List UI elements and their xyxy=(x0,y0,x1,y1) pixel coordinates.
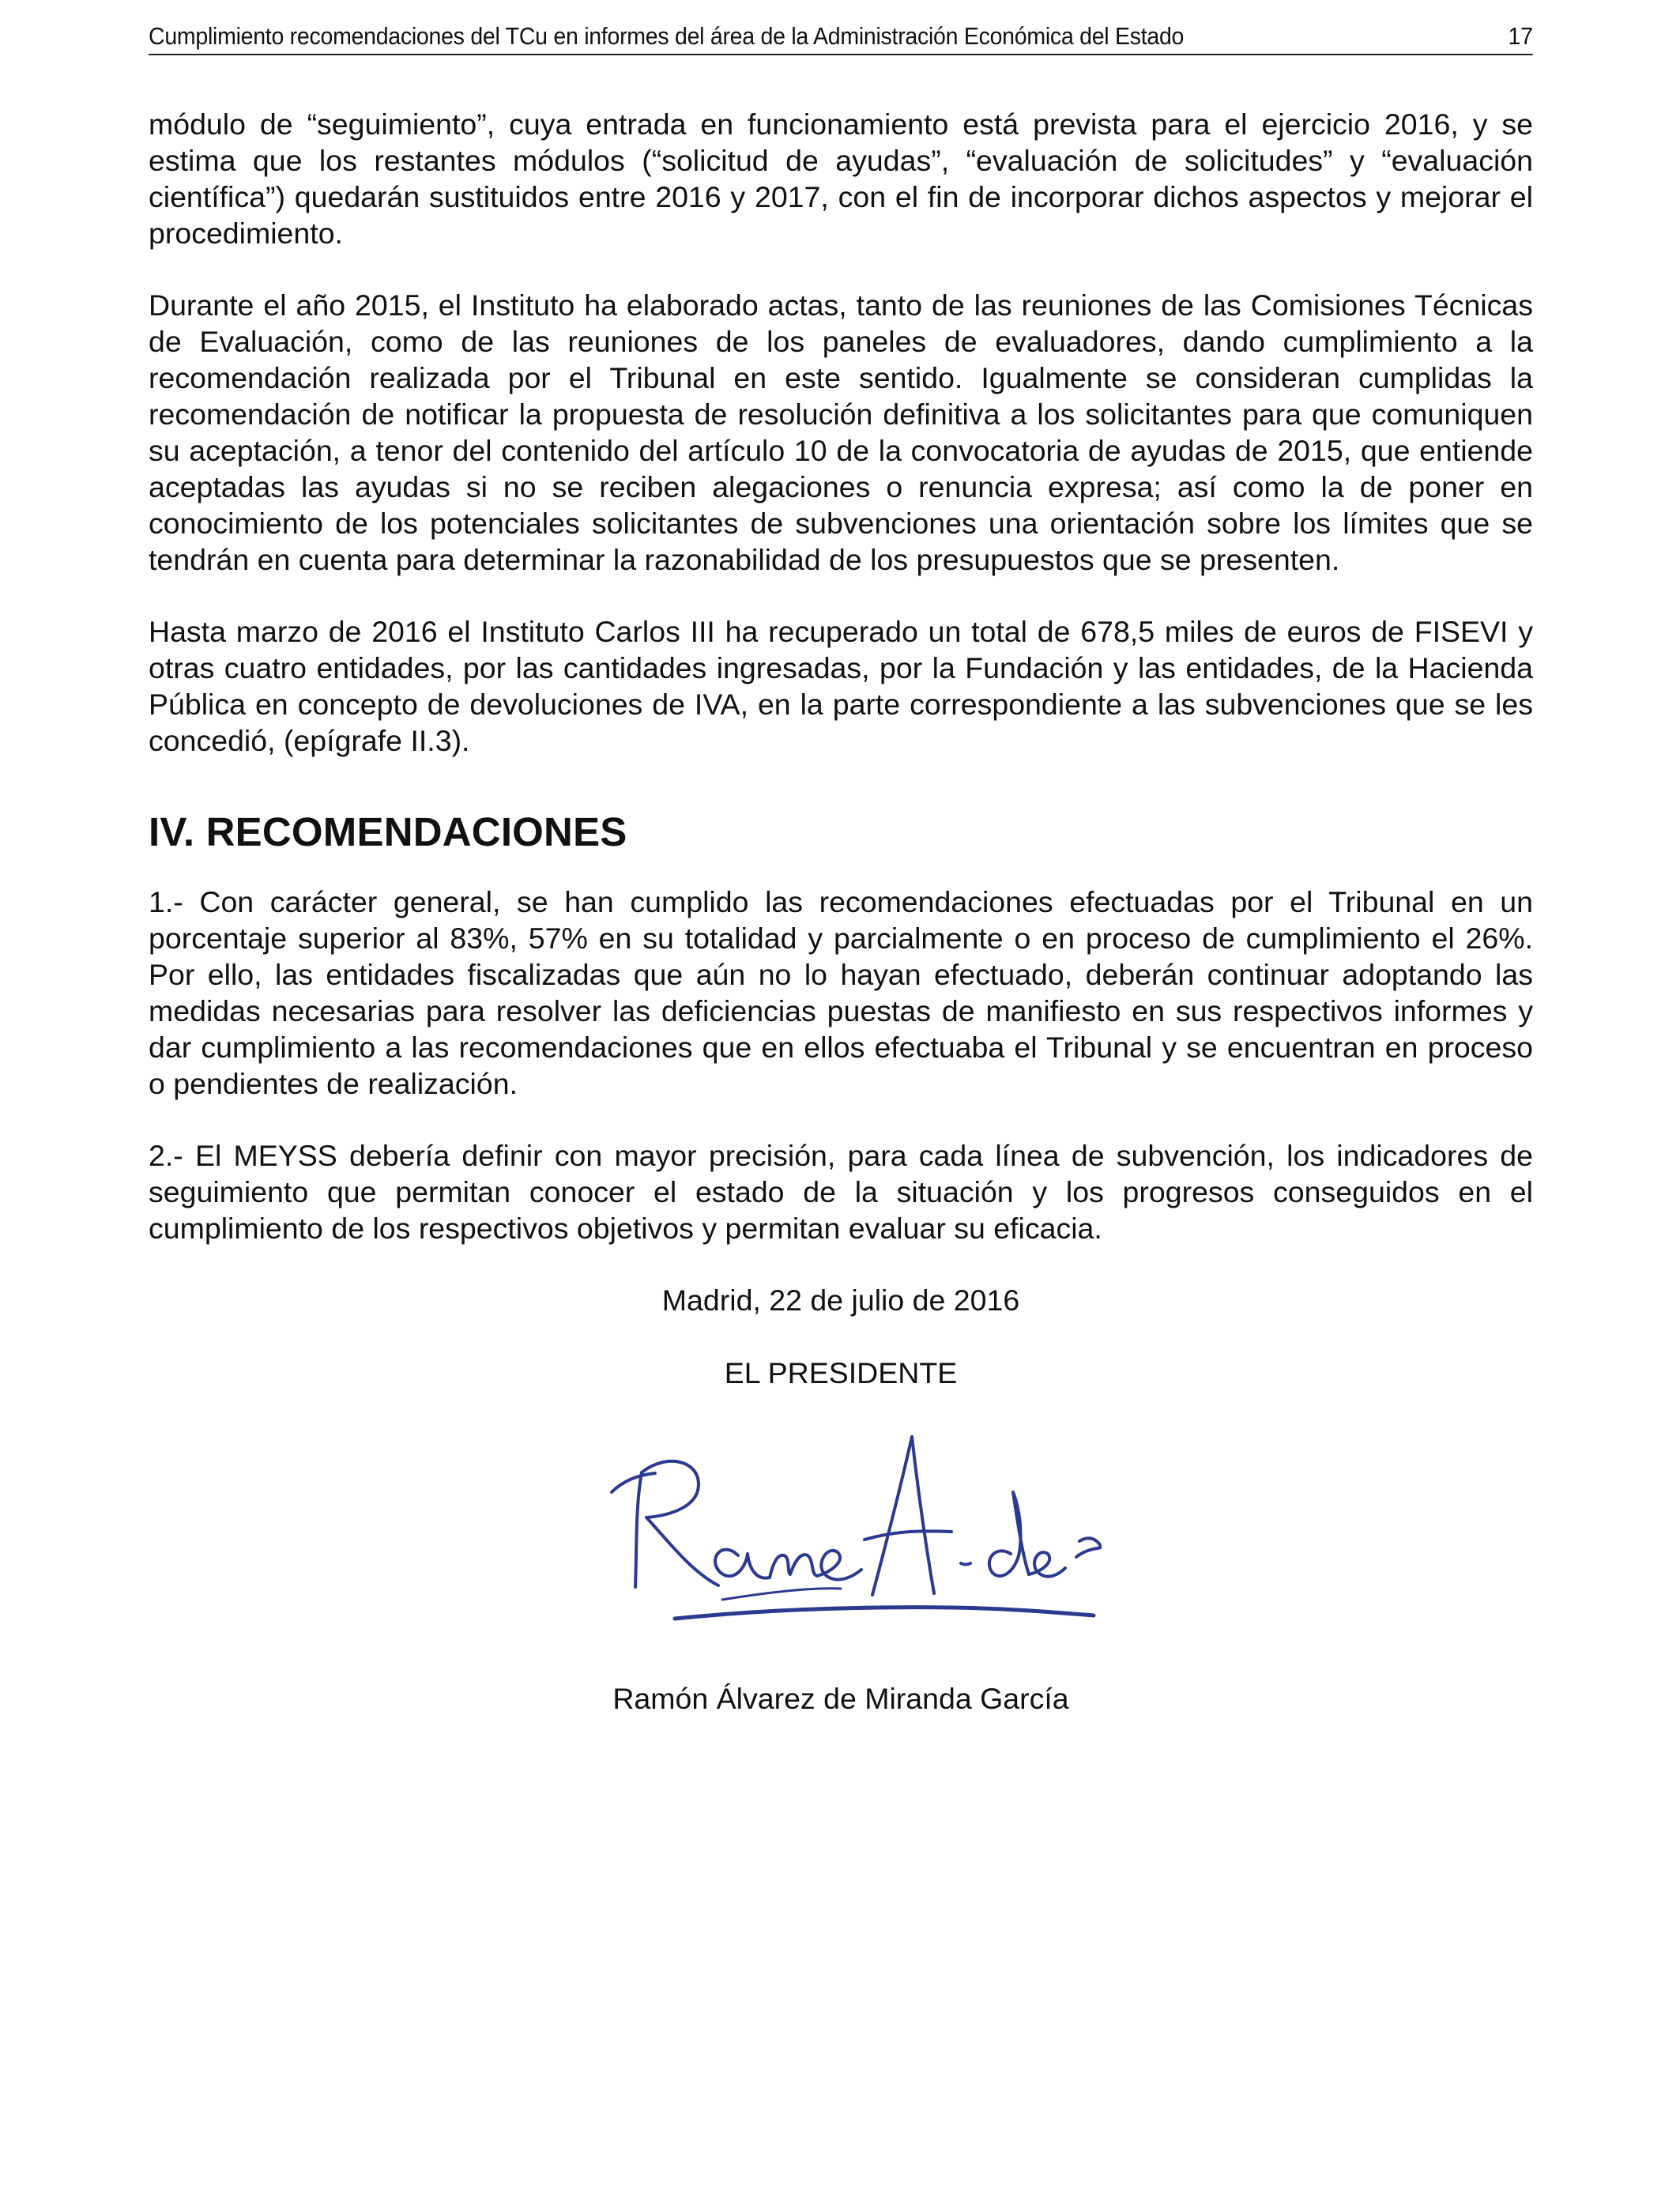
recommendation-1: 1.- Con carácter general, se han cumplido las recomendaciones efectuadas por el Tribunal en un porcentaje superior al 83%, 57% en su totalidad y parcialmente o en proceso de cumplimiento el 26%. Por ello, las entidades fiscalizadas que aún no lo hayan efectuado, deberán continuar adoptando las medidas necesarias para resolver las deficiencias puestas de manifiesto en sus respectivos informes y dar cumplimiento a las recomendaciones que en ellos efectuaba el Tribunal y se encuentran en proceso o pendientes de realización. xyxy=(149,885,1533,1100)
signer-role: EL PRESIDENTE xyxy=(724,1356,958,1389)
header-title: Cumplimiento recomendaciones del TCu en informes del área de la Administración Económica del Estado xyxy=(149,22,1185,50)
closing-block xyxy=(149,1282,1533,1717)
document-body xyxy=(149,106,1533,1246)
recommendation-2: 2.- El MEYSS debería definir con mayor precisión, para cada línea de subvención, los indicadores de seguimiento que permitan conocer el estado de la situación y los progresos conseguidos en el cumplimiento de los respectivos objetivos y permitan evaluar su eficacia. xyxy=(149,1139,1533,1245)
document-page xyxy=(149,22,1533,1717)
signature-strokes xyxy=(612,1437,1102,1619)
paragraph-seguimiento: módulo de “seguimiento”, cuya entrada en funcionamiento está prevista para el ejercicio 2016, y se estima que los restantes módulos (“solicitud de ayudas”, “evaluación de solicitudes” y “evaluación científica”) quedarán sustituidos entre 2016 y 2017, con el fin de incorporar dichos aspectos y mejorar el procedimiento. xyxy=(149,107,1533,250)
signer-name: Ramón Álvarez de Miranda García xyxy=(612,1682,1069,1715)
paragraph-recuperacion-iva: Hasta marzo de 2016 el Instituto Carlos III ha recuperado un total de 678,5 miles de euros de FISEVI y otras cuatro entidades, por las cantidades ingresadas, por la Fundación y las entidades, de la Hacienda Pública en concepto de devoluciones de IVA, en la parte correspondiente a las subvenciones que se les concedió, (epígrafe II.3). xyxy=(149,615,1533,757)
place-date: Madrid, 22 de julio de 2016 xyxy=(661,1284,1020,1317)
paragraph-actas-2015: Durante el año 2015, el Instituto ha elaborado actas, tanto de las reuniones de las Comisiones Técnicas de Evaluación, como de las reuniones de los paneles de evaluadores, dando cumplimiento a la recomendación realizada por el Tribunal en este sentido. Igualmente se consideran cumplidas la recomendación de notificar la propuesta de resolución definitiva a los solicitantes para que comuniquen su aceptación, a tenor del contenido del artículo 10 de la convocatoria de ayudas de 2015, que entiende aceptadas las ayudas si no se reciben alegaciones o renuncia expresa; así como la de poner en conocimiento de los potenciales solicitantes de subvenciones una orientación sobre los límites que se tendrán en cuenta para determinar la razonabilidad de los presupuestos que se presenten. xyxy=(149,288,1533,576)
page-number: 17 xyxy=(1508,22,1533,50)
handwritten-signature xyxy=(580,1405,1102,1642)
section-title: IV. RECOMENDACIONES xyxy=(149,809,627,854)
running-header xyxy=(149,22,1533,55)
